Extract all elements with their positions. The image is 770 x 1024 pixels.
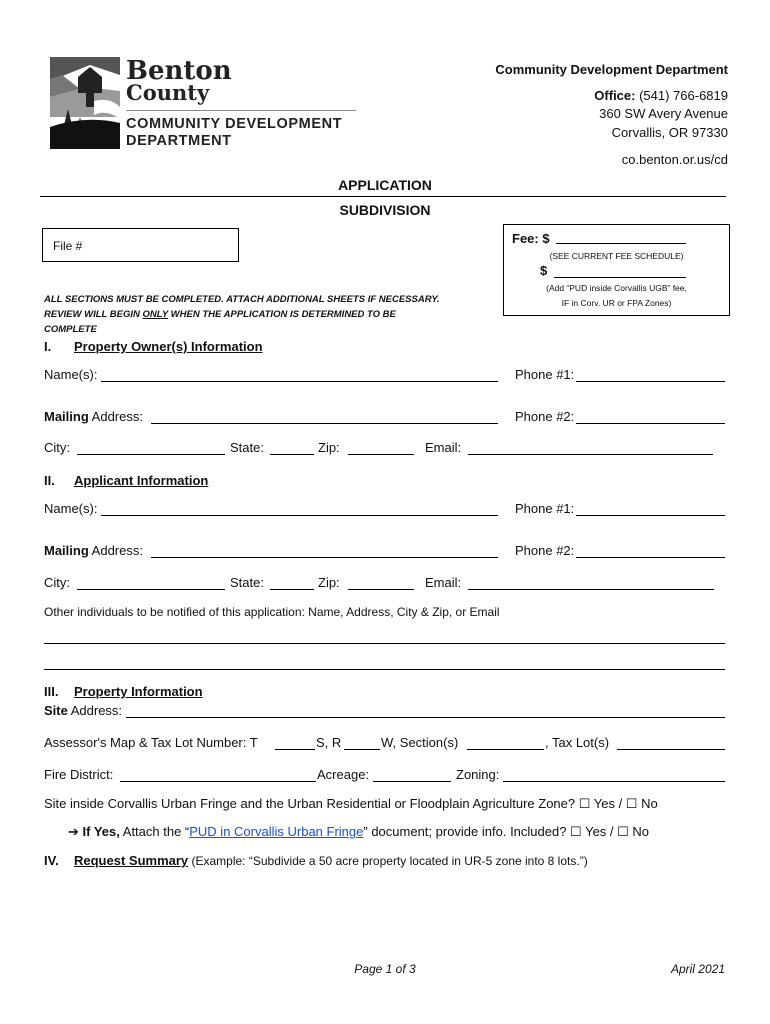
applicant-mailing-label [44,543,143,558]
owner-zip-label: Zip: [318,440,340,455]
owner-city-label: City: [44,440,70,455]
applicant-zip-field[interactable] [348,589,414,590]
applicant-zip-label: Zip: [318,575,340,590]
taxlot-field[interactable] [617,749,725,750]
applicant-state-label: State: [230,575,264,590]
pud-fee-field[interactable] [554,277,686,278]
title-rule [40,196,726,197]
owner-phone2-field[interactable] [576,423,725,424]
section-4-example: “Subdivide a 50 acre property located in UR-5 zone into 8 lots.”) [248,854,588,868]
section-4-heading [74,853,588,868]
assessor-label: Assessor's Map & Tax Lot Number: T [44,735,258,750]
applicant-mailing-field[interactable] [151,557,498,558]
section-4-example-pre: (Example: [188,854,249,868]
fee-schedule-note: (SEE CURRENT FEE SCHEDULE) [549,251,684,261]
section-2-number: II. [44,473,55,488]
title-subdivision: SUBDIVISION [339,202,431,218]
owner-email-field[interactable] [468,454,713,455]
fire-district-field[interactable] [120,781,316,782]
applicant-phone1-label: Phone #1: [515,501,575,516]
urban-fringe-question[interactable]: Site inside Corvallis Urban Fringe and the Urban Residential or Floodplain Agriculture Zone? ☐ Yes / ☐ No [44,796,658,811]
section-w-label: W, Section(s) [381,735,459,750]
owner-mailing-label [44,409,143,424]
logo-text-community-development: COMMUNITY DEVELOPMENT [126,116,343,132]
file-number-box[interactable] [42,228,239,262]
acreage-field[interactable] [373,781,451,782]
logo-text-department: DEPARTMENT [126,133,232,149]
owner-city-field[interactable] [77,454,225,455]
applicant-city-label: City: [44,575,70,590]
applicant-phone2-field[interactable] [576,557,725,558]
owner-names-label: Name(s): [44,367,98,382]
instructions [44,292,494,337]
website[interactable]: co.benton.or.us/cd [621,152,728,167]
site-address-field[interactable] [126,717,725,718]
site-rest: Address: [67,703,123,718]
instructions-line-2-post: WHEN THE APPLICATION IS DETERMINED TO BE [168,309,396,320]
section-s-label: S, R [316,735,342,750]
owner-zip-field[interactable] [348,454,414,455]
applicant-email-field[interactable] [468,589,714,590]
other-individuals-field-2[interactable] [44,669,725,670]
fee-label: Fee: $ [512,231,550,246]
site-bold: Site [44,703,68,718]
office-label: Office: [594,88,636,103]
fee-field[interactable] [556,243,686,244]
zoning-field[interactable] [503,781,725,782]
owner-state-label: State: [230,440,264,455]
applicant-email-label: Email: [425,575,462,590]
pud-fee-note-2: IF in Corv. UR or FPA Zones) [561,298,672,308]
applicant-phone2-label: Phone #2: [515,543,575,558]
pud-fee-note-1: (Add “PUD inside Corvallis UGB” fee, [546,283,687,293]
applicant-mailing-rest: Address: [88,543,143,558]
site-address-label [44,703,122,718]
applicant-names-label: Name(s): [44,501,98,516]
county-logo [50,57,120,149]
section-4-title: Request Summary [74,853,189,868]
applicant-state-field[interactable] [270,589,314,590]
instructions-line-3: COMPLETE [44,324,97,335]
applicant-mailing-bold: Mailing [44,543,89,558]
pud-document-link[interactable]: PUD in Corvallis Urban Fringe [189,824,364,839]
file-number-label: File # [53,239,83,253]
section-2-title: Applicant Information [74,473,209,488]
other-individuals-label: Other individuals to be notified of this application: Name, Address, City & Zip, or Email [44,605,500,619]
page-number: Page 1 of 3 [354,962,416,976]
owner-phone1-label: Phone #1: [515,367,575,382]
other-individuals-field-1[interactable] [44,643,725,644]
applicant-names-field[interactable] [101,515,498,516]
section-1-number: I. [44,339,52,354]
section-field[interactable] [467,749,544,750]
logo-text-benton: Benton [126,56,232,86]
city-state-zip: Corvallis, OR 97330 [611,125,728,140]
department-name: Community Development Department [495,62,728,77]
if-yes-label: If Yes, [82,824,120,839]
zoning-label: Zoning: [456,767,500,782]
owner-mailing-bold: Mailing [44,409,89,424]
owner-mailing-rest: Address: [88,409,143,424]
office-phone-line [428,88,728,103]
range-field[interactable] [344,749,380,750]
if-yes-line [68,824,649,840]
instructions-line-1: ALL SECTIONS MUST BE COMPLETED. ATTACH ADDITIONAL SHEETS IF NECESSARY. [44,294,440,305]
attach-post[interactable]: ” document; provide info. Included? ☐ Yes / ☐ No [363,824,650,839]
instructions-line-2-pre: REVIEW WILL BEGIN [44,309,143,320]
section-4-number: IV. [44,853,59,868]
attach-pre: Attach the “ [119,824,190,839]
owner-mailing-field[interactable] [151,423,498,424]
acreage-label: Acreage: [317,767,370,782]
owner-email-label: Email: [425,440,462,455]
township-field[interactable] [275,749,315,750]
owner-names-field[interactable] [101,381,498,382]
taxlot-label: , Tax Lot(s) [545,735,610,750]
logo-divider [126,110,356,111]
office-phone: (541) 766-6819 [639,88,728,103]
fee-box [503,224,730,316]
owner-phone2-label: Phone #2: [515,409,575,424]
section-3-number: III. [44,684,59,699]
section-1-title: Property Owner(s) Information [74,339,263,354]
title-application: APPLICATION [338,177,432,193]
arrow-right-icon: ➔ [68,824,79,839]
pud-fee-dollar: $ [540,263,548,278]
instructions-only: ONLY [142,309,169,320]
applicant-city-field[interactable] [77,589,225,590]
owner-state-field[interactable] [270,454,314,455]
logo-text-county: County [126,80,210,105]
instructions-line-2 [44,307,494,322]
street-address: 360 SW Avery Avenue [599,106,728,121]
section-3-title: Property Information [74,684,203,699]
owner-phone1-field[interactable] [576,381,725,382]
revision-date: April 2021 [670,962,725,976]
fire-district-label: Fire District: [44,767,114,782]
applicant-phone1-field[interactable] [576,515,725,516]
